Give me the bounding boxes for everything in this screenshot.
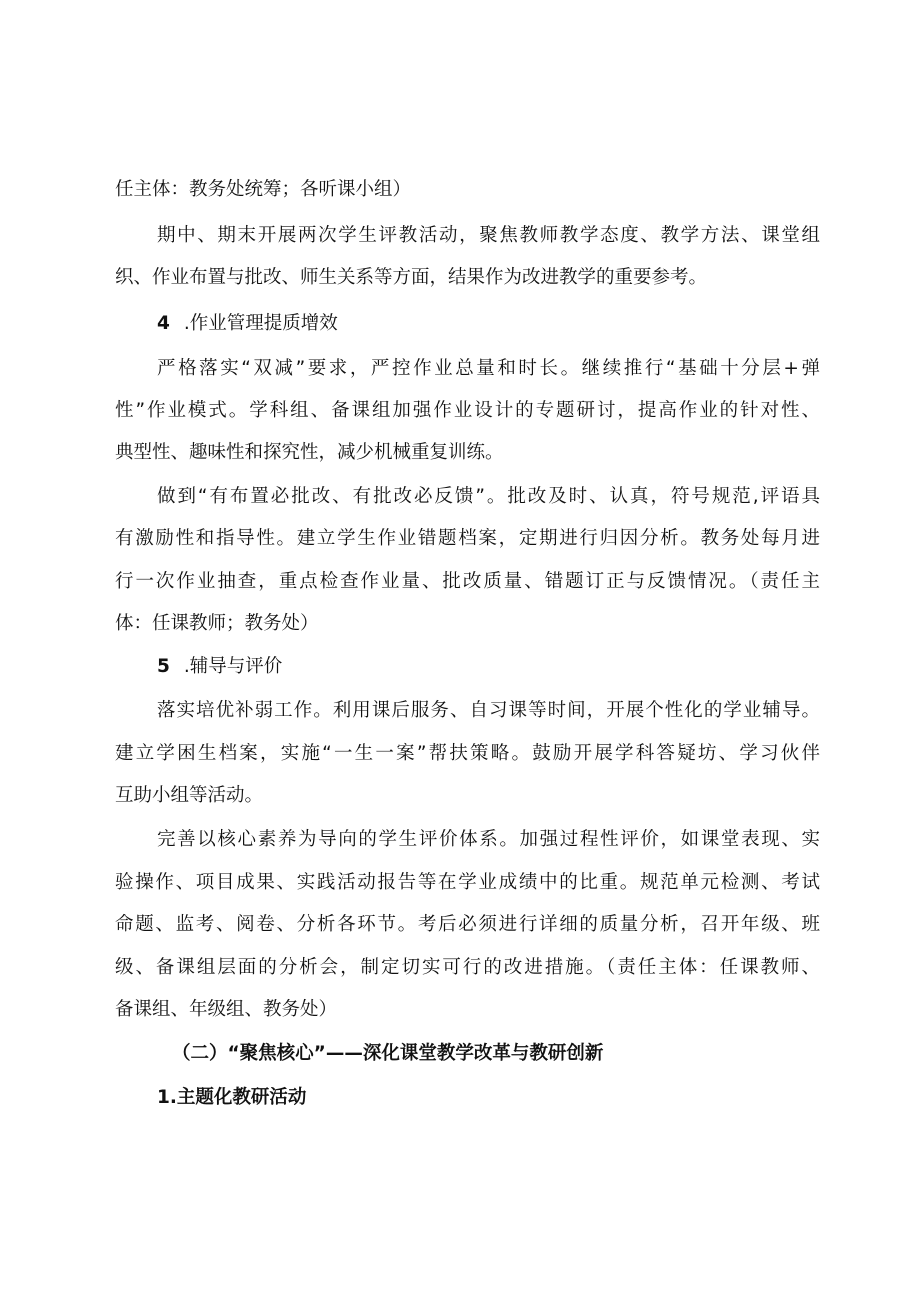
section-heading bbox=[157, 1084, 306, 1112]
heading-text: .作业管理提质增效 bbox=[183, 313, 338, 334]
paragraph-line: 级、备课组层面的分析会，制定切实可行的改进措施。（责任主体：任课教师、 bbox=[115, 957, 820, 978]
heading-text: .主题化教研活动 bbox=[169, 1087, 307, 1108]
section-title: （二）“聚焦核心”——深化课堂教学改革与教研创新 bbox=[172, 1043, 604, 1064]
paragraph-line: 备课组、年级组、教务处） bbox=[115, 999, 338, 1020]
heading-text: .辅导与评价 bbox=[183, 656, 283, 677]
paragraph-line: 性”作业模式。学科组、备课组加强作业设计的专题研讨，提高作业的针对性、 bbox=[115, 400, 820, 421]
paragraph-line: 任主体：教务处统筹；各听课小组） bbox=[115, 179, 412, 200]
paragraph-line: 体：任课教师；教务处） bbox=[115, 613, 319, 634]
paragraph-line: 互助小组等活动。 bbox=[115, 785, 264, 806]
paragraph-line: 织、作业布置与批改、师生关系等方面，结果作为改进教学的重要参考。 bbox=[115, 267, 708, 288]
paragraph-line: 命题、监考、阅卷、分析各环节。考后必须进行详细的质量分析，召开年级、班 bbox=[115, 914, 820, 935]
paragraph-line: 建立学困生档案，实施“一生一案”帮扶策略。鼓励开展学科答疑坊、学习伙伴 bbox=[115, 743, 820, 764]
paragraph-line: 行一次作业抽查，重点检查作业量、批改质量、错题订正与反馈情况。（责任主 bbox=[115, 571, 820, 592]
heading-number: 4 bbox=[157, 313, 170, 334]
section-heading bbox=[157, 653, 282, 681]
section-heading bbox=[157, 310, 338, 338]
heading-number: 1 bbox=[157, 1087, 170, 1108]
paragraph-line: 严格落实“双减”要求，严控作业总量和时长。继续推行“基础十分层+弹 bbox=[157, 358, 820, 379]
paragraph-line: 有激励性和指导性。建立学生作业错题档案，定期进行归因分析。教务处每月进 bbox=[115, 528, 820, 549]
paragraph-line: 完善以核心素养为导向的学生评价体系。加强过程性评价，如课堂表现、实 bbox=[157, 829, 820, 850]
paragraph-line: 落实培优补弱工作。利用课后服务、自习课等时间，开展个性化的学业辅导。 bbox=[157, 700, 820, 721]
paragraph-line: 做到“有布置必批改、有批改必反馈”。批改及时、认真，符号规范,评语具 bbox=[157, 486, 820, 507]
paragraph-line: 验操作、项目成果、实践活动报告等在学业成绩中的比重。规范单元检测、考试 bbox=[115, 872, 820, 893]
paragraph-line: 典型性、趣味性和探究性，减少机械重复训练。 bbox=[115, 442, 504, 463]
paragraph-line: 期中、期末开展两次学生评教活动，聚焦教师教学态度、教学方法、课堂组 bbox=[157, 225, 820, 246]
heading-number: 5 bbox=[157, 656, 170, 677]
